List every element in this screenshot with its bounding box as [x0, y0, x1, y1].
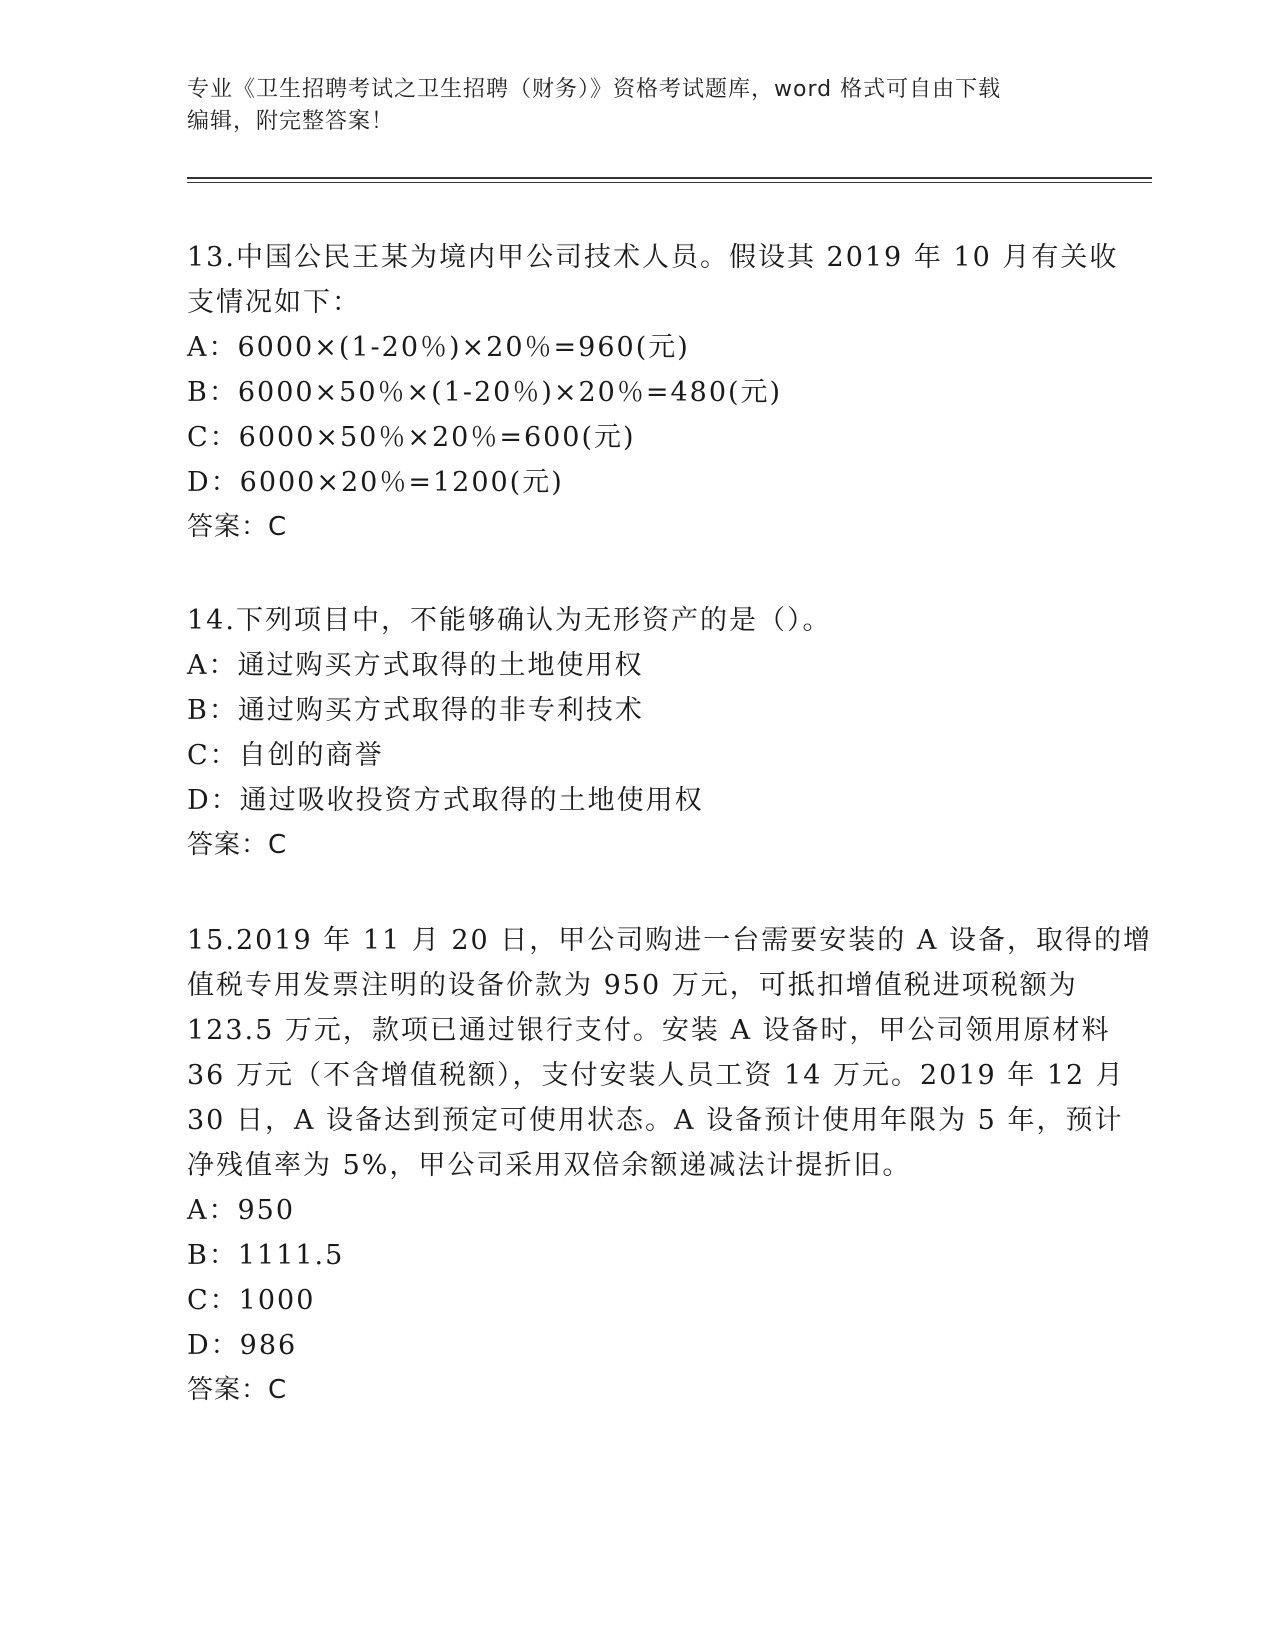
option-b: B：1111.5: [187, 1240, 345, 1271]
answer-line: 答案：C: [187, 830, 288, 860]
document-header: [187, 74, 1087, 138]
question-14: [187, 598, 1087, 868]
stem-line: 15.2019 年 11 月 20 日，甲公司购进一台需要安装的 A 设备，取得的增: [187, 925, 1152, 956]
stem-line: 36 万元（不含增值税额），支付安装人员工资 14 万元。2019 年 12 月: [187, 1060, 1125, 1091]
question-13: [187, 235, 1119, 550]
header-divider: [187, 177, 1152, 179]
option-a: A：6000×(1-20％)×20％=960(元): [187, 332, 690, 363]
stem-line: 13.中国公民王某为境内甲公司技术人员。假设其 2019 年 10 月有关收: [187, 242, 1119, 273]
stem-line: 净残值率为 5%，甲公司采用双倍余额递减法计提折旧。: [187, 1150, 912, 1181]
header-divider-thin: [187, 182, 1152, 183]
header-line: 专业《卫生招聘考试之卫生招聘（财务）》资格考试题库，word 格式可自由下载: [187, 77, 1002, 102]
option-c: C：自创的商誉: [187, 740, 384, 771]
option-b: B：通过购买方式取得的非专利技术: [187, 695, 644, 726]
question-15: [187, 918, 1152, 1413]
stem-line: 14.下列项目中，不能够确认为无形资产的是（）。: [187, 605, 832, 636]
option-a: A：通过购买方式取得的土地使用权: [187, 650, 644, 681]
answer-line: 答案：C: [187, 1375, 288, 1405]
stem-line: 支情况如下：: [187, 287, 361, 318]
option-b: B：6000×50％×(1-20％)×20％=480(元): [187, 377, 783, 408]
stem-line: 30 日，A 设备达到预定可使用状态。A 设备预计使用年限为 5 年，预计: [187, 1105, 1124, 1136]
option-d: D：6000×20％=1200(元): [187, 467, 564, 498]
header-line: 编辑，附完整答案！: [187, 109, 395, 134]
stem-line: 值税专用发票注明的设备价款为 950 万元，可抵扣增值税进项税额为: [187, 970, 1078, 1001]
stem-line: 123.5 万元，款项已通过银行支付。安装 A 设备时，甲公司领用原材料: [187, 1015, 1111, 1046]
option-a: A：950: [187, 1195, 296, 1226]
option-d: D：通过吸收投资方式取得的土地使用权: [187, 785, 704, 816]
question-stem: [187, 918, 1152, 1188]
question-stem: [187, 598, 1087, 643]
option-c: C：6000×50％×20％=600(元): [187, 422, 636, 453]
option-c: C：1000: [187, 1285, 316, 1316]
option-d: D：986: [187, 1330, 298, 1361]
answer-line: 答案：C: [187, 512, 288, 542]
question-stem: [187, 235, 1119, 325]
